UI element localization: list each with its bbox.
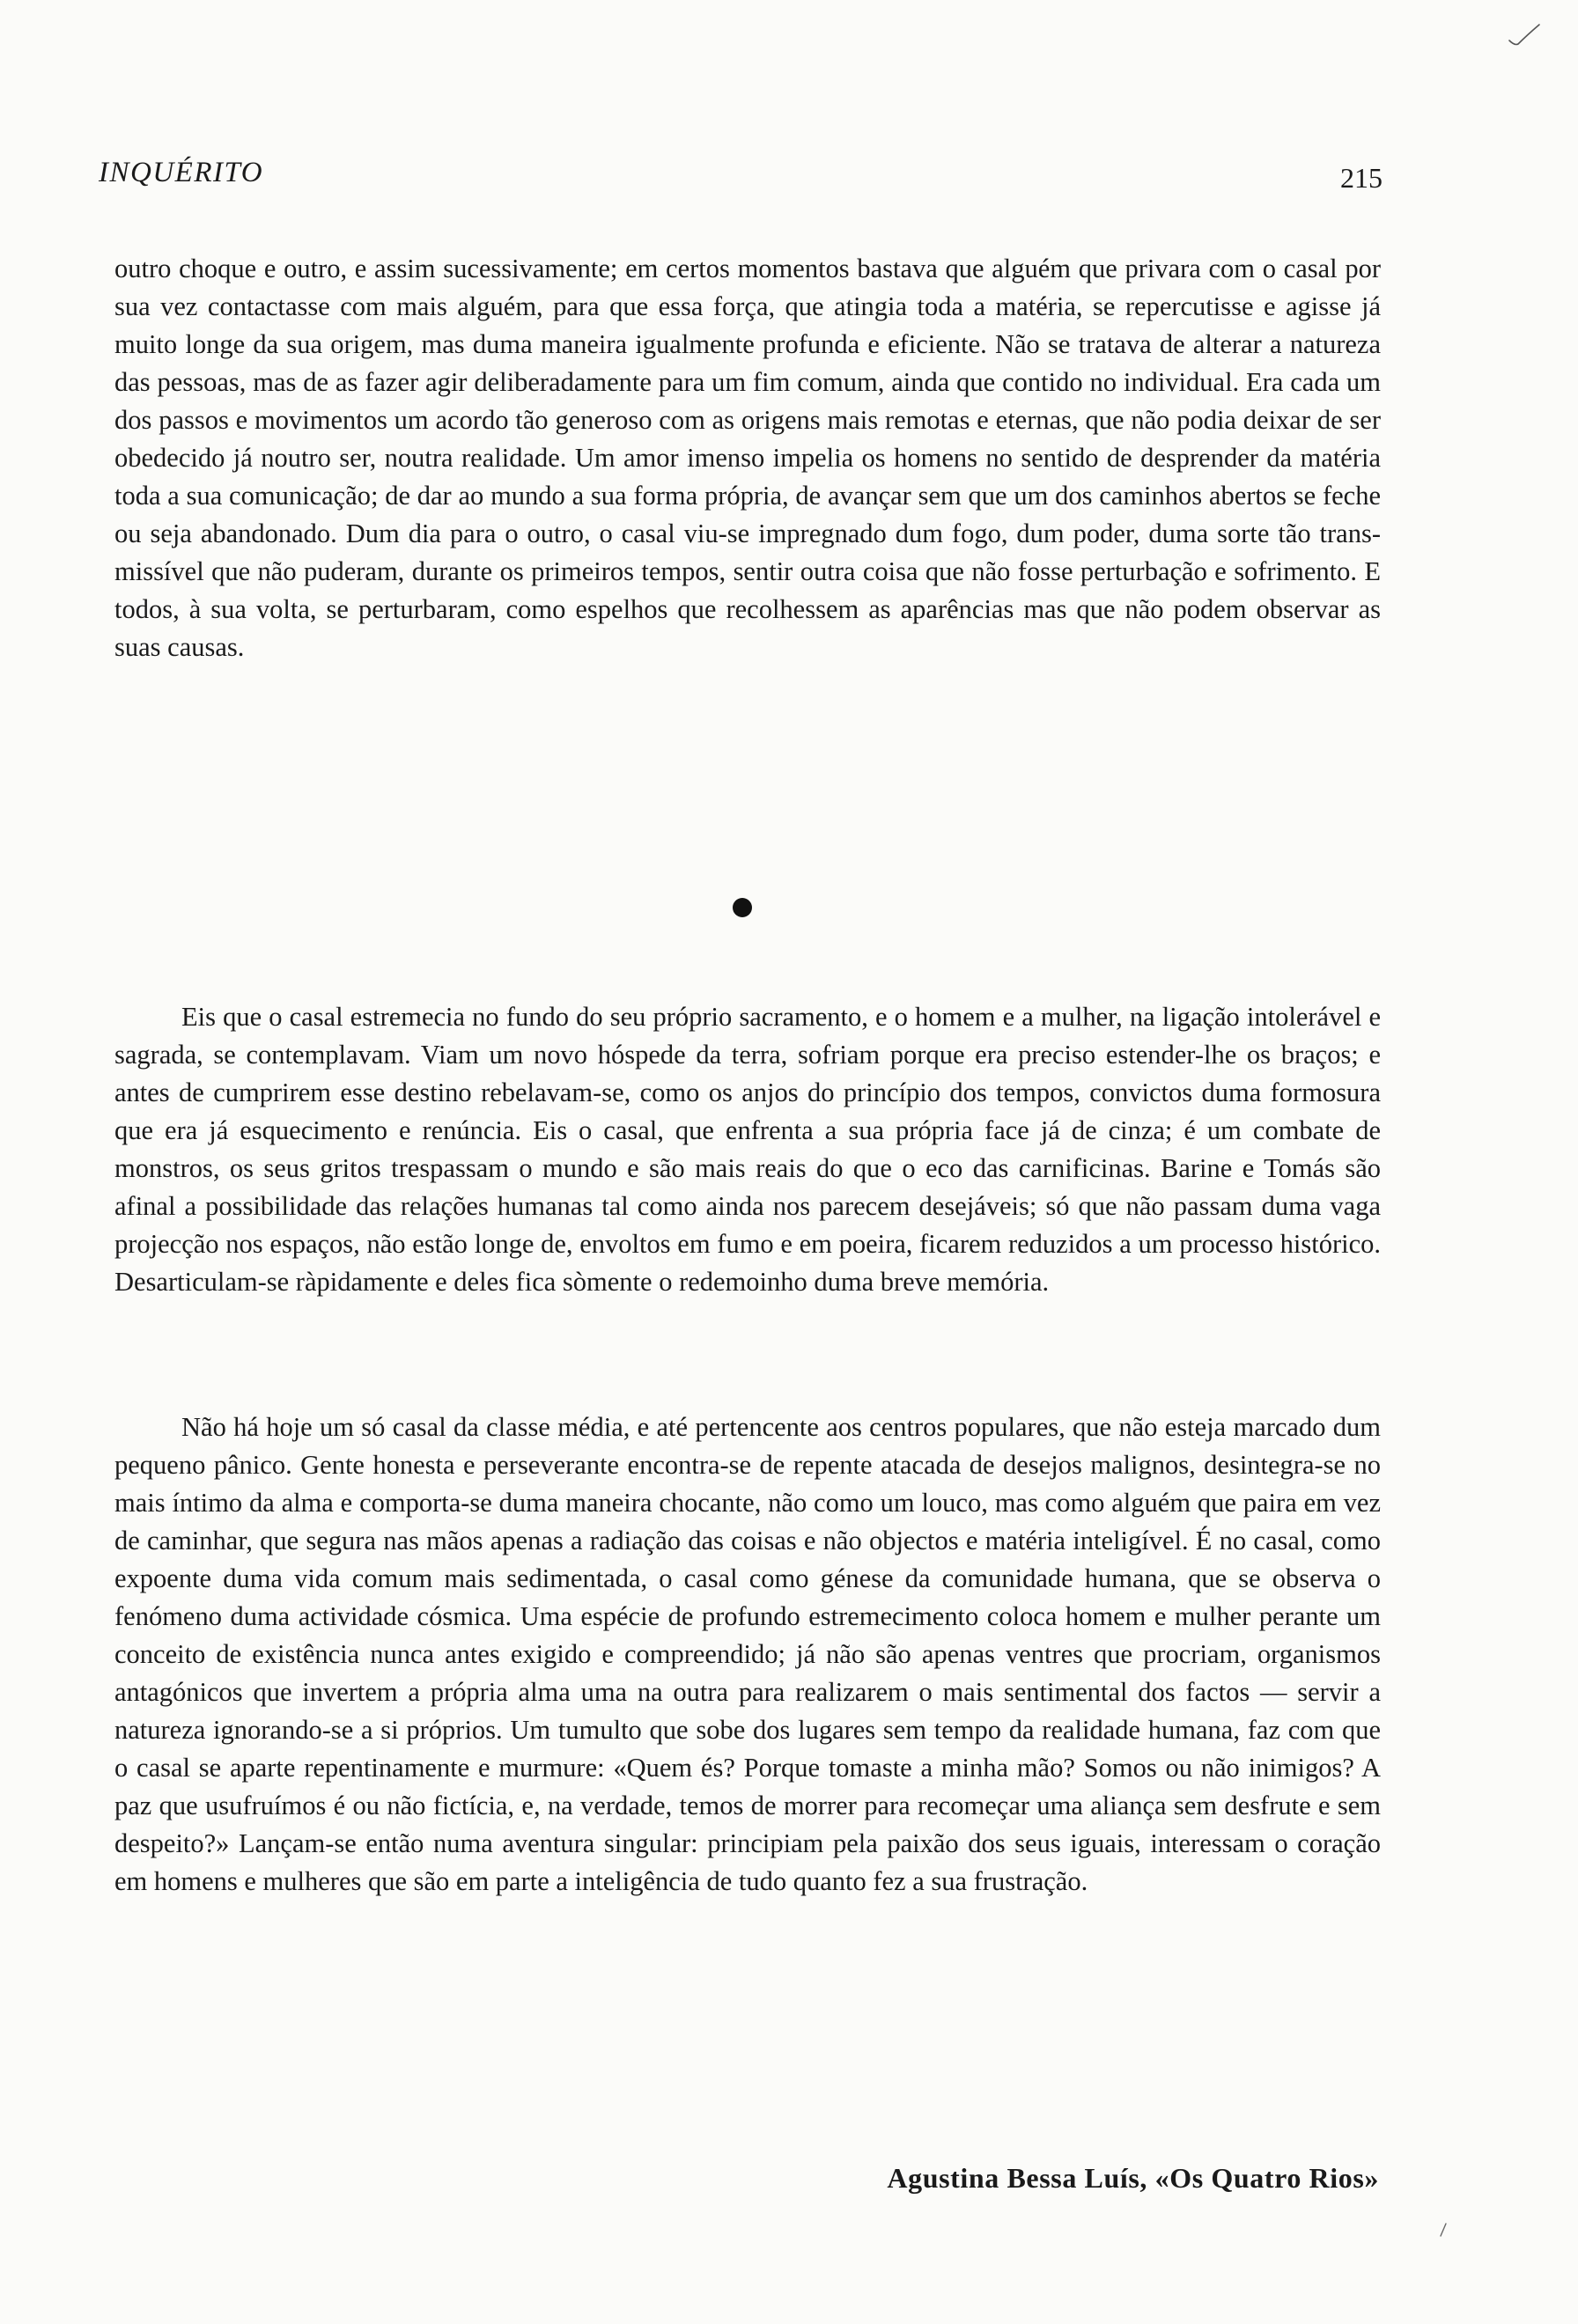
stray-pencil-mark [1437,2222,1449,2239]
body-paragraph-3: Não há hoje um só casal da classe média, e até pertencente aos centros populares, que não esteja marcado dum pequeno pânico. Gente honesta e perseverante encontra-se de repente atacada de desejos malignos, desintegra-se no mais íntimo da alma e comporta-se duma maneira chocante, não como um louco, mas como alguém que paira em vez de caminhar, que segura nas mãos apenas a radiação das coisas e não objectos e matéria inteligível. É no casal, como expoente duma vida comum mais sedimentada, o casal como génese da comunidade humana, que se observa o fenómeno duma actividade cósmica. Uma espécie de profundo estremecimento coloca homem e mulher perante um conceito de existência nunca antes exigido e compreendido; já não são apenas ventres que procriam, organismos antagónicos que invertem a própria alma uma na outra para realizarem o mais sentimental dos factos — servir a natureza ignorando-se a si próprios. Um tumulto que sobe dos lugares sem tempo da realidade humana, faz com que o casal se aparte repentinamente e murmure: «Quem és? Porque tomaste a minha mão? Somos ou não inimigos? A paz que usufruímos é ou não fictícia, e, na verdade, temos de morrer para recomeçar uma aliança sem desfrute e sem despeito?» Lançam-se então numa aventura singular: principiam pela paixão dos seus iguais, interessam o coração em homens e mulheres que são em parte a inteligência de tudo quanto fez a sua frustração. [114,1412,1381,1896]
page-number: 215 [1340,162,1383,194]
body-paragraph-2: Eis que o casal estremecia no fundo do seu próprio sacramento, e o homem e a mulher, na ligação intolerável e sagrada, se contemplavam. Viam um novo hóspede da terra, sofriam porque era preciso estender-lhe os braços; e antes de cumprirem esse destino rebelavam-se, como os anjos do princípio dos tempos, convictos duma formosura que era já esquecimento e renúncia. Eis o casal, que enfrenta a sua própria face já de cinza; é um combate de monstros, os seus gritos trespassam o mundo e são mais reais do que o eco das carnificinas. Barine e Tomás são afinal a possibilidade das relações humanas tal como ainda nos parecem desejáveis; só que não passam duma vaga projecção nos espaços, não estão longe de, envoltos em fumo e em poeira, ficarem reduzidos a um processo histórico. Desarticulam-se ràpidamente e deles fica sòmente o redemoinho duma breve memória. [114,1002,1381,1297]
section-separator-dot [733,898,752,917]
running-head: INQUÉRITO [99,157,264,188]
page-header [99,157,1383,210]
pencil-check-mark [1508,23,1543,49]
attribution: Agustina Bessa Luís, «Os Quatro Rios» [887,2162,1379,2194]
body-paragraph-1: outro choque e outro, e assim sucessivamente; em certos momentos bastava que alguém que privara com o casal por sua vez contactasse com mais alguém, para que essa força, que atingia toda a matéria, se repercutisse e agisse já muito longe da sua origem, mas duma maneira igualmente profunda e eficiente. Não se tratava de alterar a natureza das pessoas, mas de as fazer agir deliberadamente para um fim comum, ainda que contido no individual. Era cada um dos passos e movimentos um acordo tão generoso com as origens mais remotas e eternas, que não podia deixar de ser obedecido já noutro ser, noutra realidade. Um amor imenso impelia os homens no sentido de desprender da matéria toda a sua comunicação; de dar ao mundo a sua forma própria, de avançar sem que um dos caminhos abertos se feche ou seja abandonado. Dum dia para o outro, o casal viu-se impregnado dum fogo, dum poder, duma sorte tão transmissível que não puderam, durante os primeiros tempos, sentir outra coisa que não fosse perturbação e sofrimento. E todos, à sua volta, se perturbaram, como espelhos que recolhessem as aparências mas que não podem observar as suas causas. [114,254,1381,662]
